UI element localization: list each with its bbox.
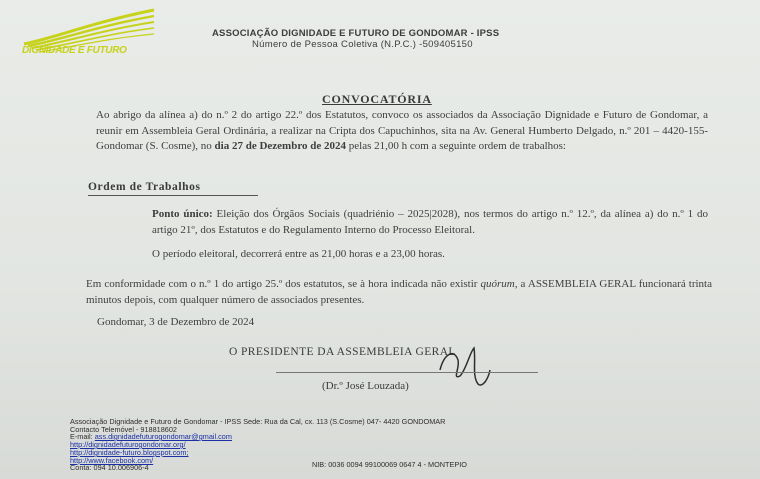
conformity-text-1: Em conformidade com o n.º 1 do artigo 25.º dos estatutos, se à hora indicada não existir	[86, 278, 481, 290]
electoral-period: O período eleitoral, decorrerá entre as 21,00 horas e a 23,00 horas.	[152, 248, 445, 260]
agenda-point	[152, 207, 708, 238]
signature-line	[276, 372, 538, 373]
agenda-underline	[88, 195, 258, 196]
agenda-heading: Ordem de Trabalhos	[88, 181, 201, 193]
conformity-paragraph	[86, 277, 712, 308]
email-label: E-mail:	[70, 432, 95, 441]
conformity-text-2: , a ASSEMBLEIA GERAL funcionará trinta minutos depois, com qualquer número de associados presentes.	[86, 278, 712, 306]
blog-link[interactable]: http://dignidade-futuro.blogspot.com;	[70, 448, 189, 457]
facebook-link[interactable]: http://www.facebook.com/	[70, 456, 154, 465]
footer-account: Conta: 094 10.006906-4	[70, 463, 149, 472]
document-title: CONVOCATÓRIA	[322, 92, 432, 106]
place-date: Gondomar, 3 de Dezembro de 2024	[97, 316, 255, 328]
email-link[interactable]: ass.dignidadefuturogondomar@gmail.com	[94, 432, 232, 441]
intro-paragraph	[96, 108, 708, 155]
intro-text-2: pelas 21,00 h com a seguinte ordem de trabalhos:	[346, 140, 566, 152]
president-title: O PRESIDENTE DA ASSEMBLEIA GERAL	[229, 346, 456, 358]
tax-number: Número de Pessoa Coletiva (N.P.C.) -509405150	[252, 39, 473, 50]
meeting-date: dia 27 de Dezembro de 2024	[214, 140, 347, 152]
signer-name: (Dr.º José Louzada)	[322, 380, 409, 392]
point-text: Eleição dos Órgãos Sociais (quadriénio – 2025|2028), nos termos do artigo n.º 12.º, da alínea a) do n.º 1 do artigo 21º, dos Estatutos e do Regulamento Interno do Processo Eleitoral.	[152, 208, 708, 236]
intro-text-1: Ao abrigo da alínea a) do n.º 2 do artigo 22.º dos Estatutos, convoco os associados da Associação Dignidade e Futuro de Gondomar, a reunir em Assembleia Geral Ordinária, a realizar na Cripta dos Capuchinhos, sita na Av. General Humberto Delgado, n.º 201 – 4420-155- Gondomar (S. Cosme), no	[96, 109, 708, 152]
signature-icon	[430, 340, 500, 396]
organization-name: ASSOCIAÇÃO DIGNIDADE E FUTURO DE GONDOMAR - IPSS	[212, 28, 500, 39]
footer-phone: Contacto Telemóvel - 918818602	[70, 425, 177, 434]
logo-text: DIGNIDADE E FUTURO	[22, 45, 127, 56]
quorum-word: quórum	[480, 278, 515, 290]
footer-address: Associação Dignidade e Futuro de Gondomar - IPSS Sede: Rua da Cal, cx. 113 (S.Cosme) 047- 4420 GONDOMAR	[70, 417, 446, 426]
site-link[interactable]: http://dignidadefuturogondomar.org/	[70, 440, 186, 449]
footer-nib: NIB: 0036 0094 99100069 0647 4 - MONTEPIO	[312, 460, 467, 469]
point-label: Ponto único:	[152, 208, 213, 220]
